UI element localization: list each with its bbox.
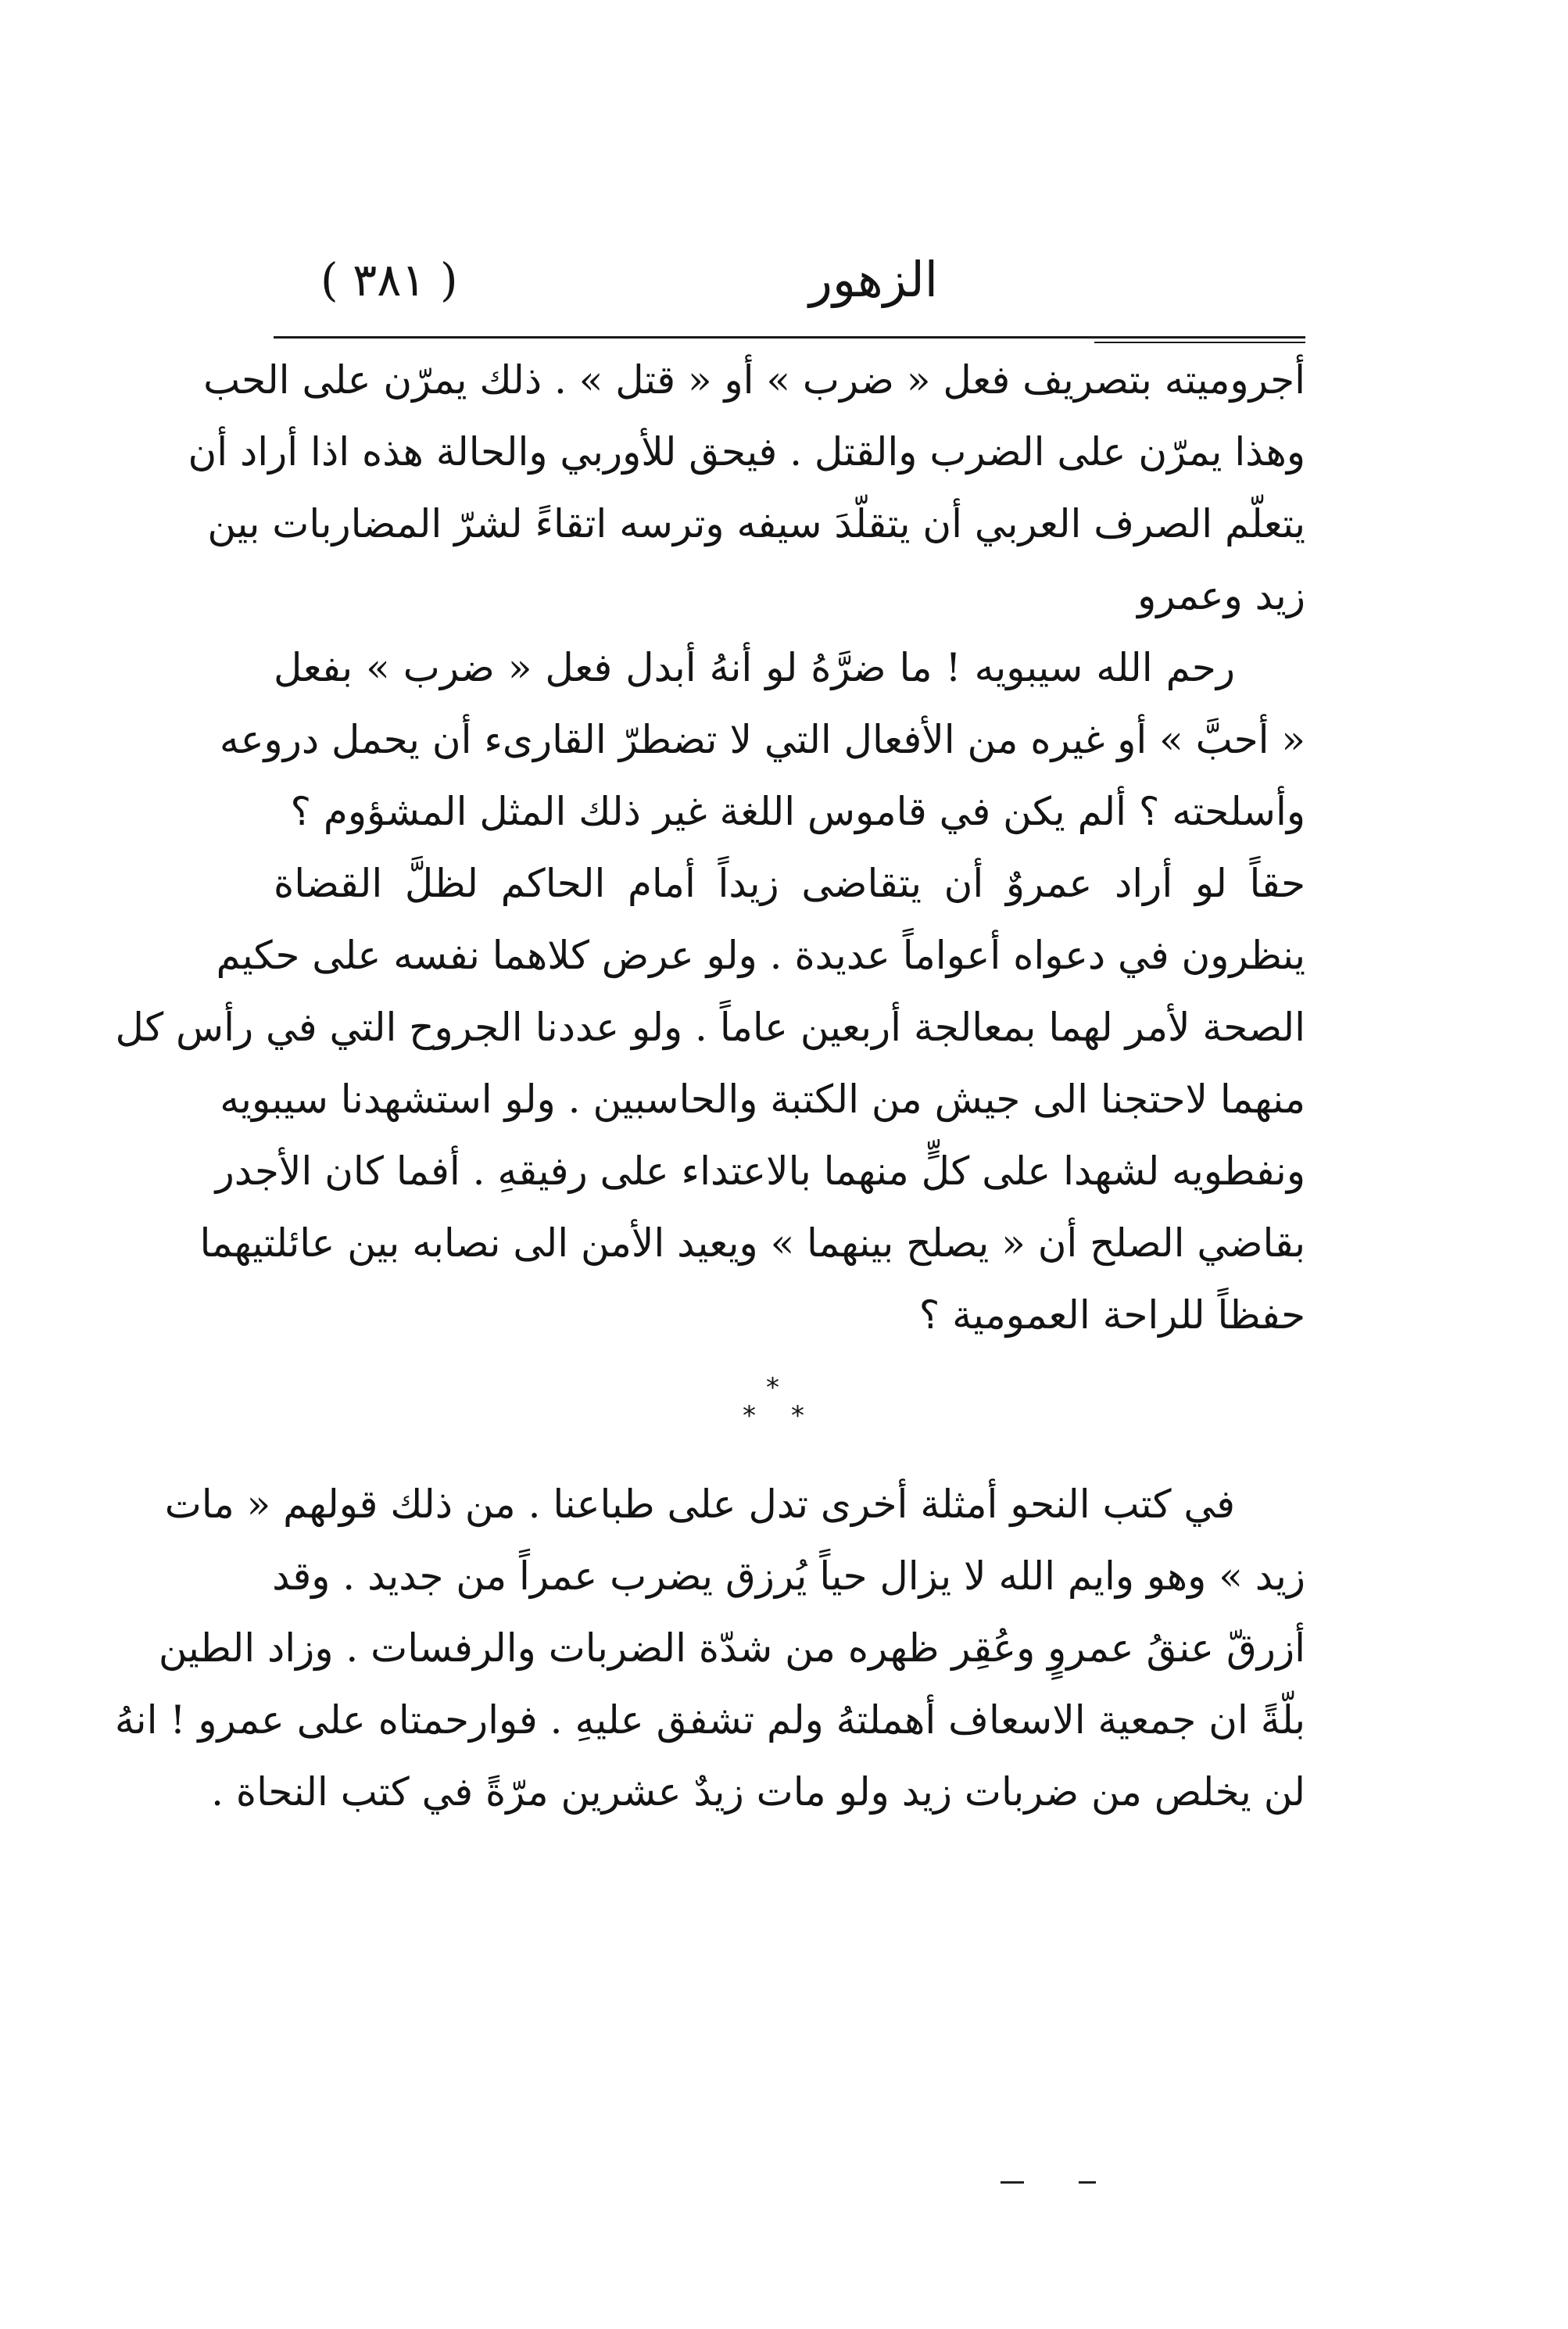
- text-line: وهذا يمرّن على الضرب والقتل . فيحق للأوربي والحالة هذه اذا أراد أن: [188, 429, 1305, 475]
- scan-mark: [1079, 2181, 1096, 2184]
- page-body: [114, 344, 1305, 1828]
- asterism-star: *: [766, 1372, 779, 1403]
- asterism-star: *: [791, 1400, 804, 1431]
- text-line: وأسلحته ؟ ألم يكن في قاموس اللغة غير ذلك المثل المشؤوم ؟: [290, 789, 1305, 834]
- text-line: زيد » وهو وايم الله لا يزال حياً يُرزق يضرب عمراً من جديد . وقد: [272, 1553, 1305, 1599]
- text-line: منهما لاحتجنا الى جيش من الكتبة والحاسبين . ولو استشهدنا سيبويه: [220, 1077, 1305, 1122]
- text-line: ينظرون في دعواه أعواماً عديدة . ولو عرض كلاهما نفسه على حكيم: [216, 933, 1305, 978]
- header-rule-accent: [1094, 342, 1305, 343]
- running-title: الزهور: [809, 251, 938, 308]
- paragraph: [188, 344, 1305, 632]
- text-line: لن يخلص من ضربات زيد ولو مات زيدٌ عشرين مرّةً في كتب النحاة .: [211, 1769, 1305, 1815]
- text-line: بلّةً ان جمعية الاسعاف أهملتهُ ولم تشفق عليهِ . فوارحمتاه على عمرو ! انهُ: [114, 1697, 1305, 1743]
- text-line: حقاً لو أراد عمروٌ أن يتقاضى زيداً أمام الحاكم لظلَّ القضاة: [274, 861, 1305, 906]
- text-line: أجروميته بتصريف فعل « ضرب » أو « قتل » . ذلك يمرّن على الحب: [203, 357, 1305, 403]
- paragraph: [115, 847, 1305, 1351]
- page-header: [274, 235, 1305, 328]
- text-line: زيد وعمرو: [1137, 573, 1305, 618]
- scan-mark: [1001, 2181, 1024, 2184]
- asterism-star: *: [743, 1400, 756, 1431]
- text-line: أزرقّ عنقُ عمروٍ وعُقِر ظهره من شدّة الضربات والرفسات . وزاد الطين: [158, 1625, 1305, 1671]
- text-line: رحم الله سيبويه ! ما ضرَّهُ لو أنهُ أبدل فعل « ضرب » بفعل: [274, 645, 1235, 690]
- header-rule: [274, 336, 1305, 339]
- text-line: بقاضي الصلح أن « يصلح بينهما » ويعيد الأمن الى نصابه بين عائلتيهما: [199, 1220, 1305, 1266]
- text-line: « أحبَّ » أو غيره من الأفعال التي لا تضطرّ القارىء أن يحمل دروعه: [219, 717, 1305, 762]
- text-line: في كتب النحو أمثلة أخرى تدل على طباعنا . من ذلك قولهم « مات: [164, 1482, 1235, 1527]
- paragraph: [219, 632, 1305, 847]
- page-number: ( ٣٨١ ): [320, 253, 458, 306]
- paragraph: [114, 1468, 1305, 1828]
- text-line: الصحة لأمر لهما بمعالجة أربعين عاماً . ولو عددنا الجروح التي في رأس كل: [115, 1005, 1305, 1050]
- text-line: يتعلّم الصرف العربي أن يتقلّدَ سيفه وترسه اتقاءً لشرّ المضاربات بين: [207, 501, 1305, 546]
- text-line: حفظاً للراحة العمومية ؟: [918, 1292, 1305, 1338]
- section-divider: [274, 1351, 1305, 1468]
- text-line: ونفطويه لشهدا على كلٍّ منهما بالاعتداء على رفيقهِ . أفما كان الأجدر: [215, 1148, 1305, 1194]
